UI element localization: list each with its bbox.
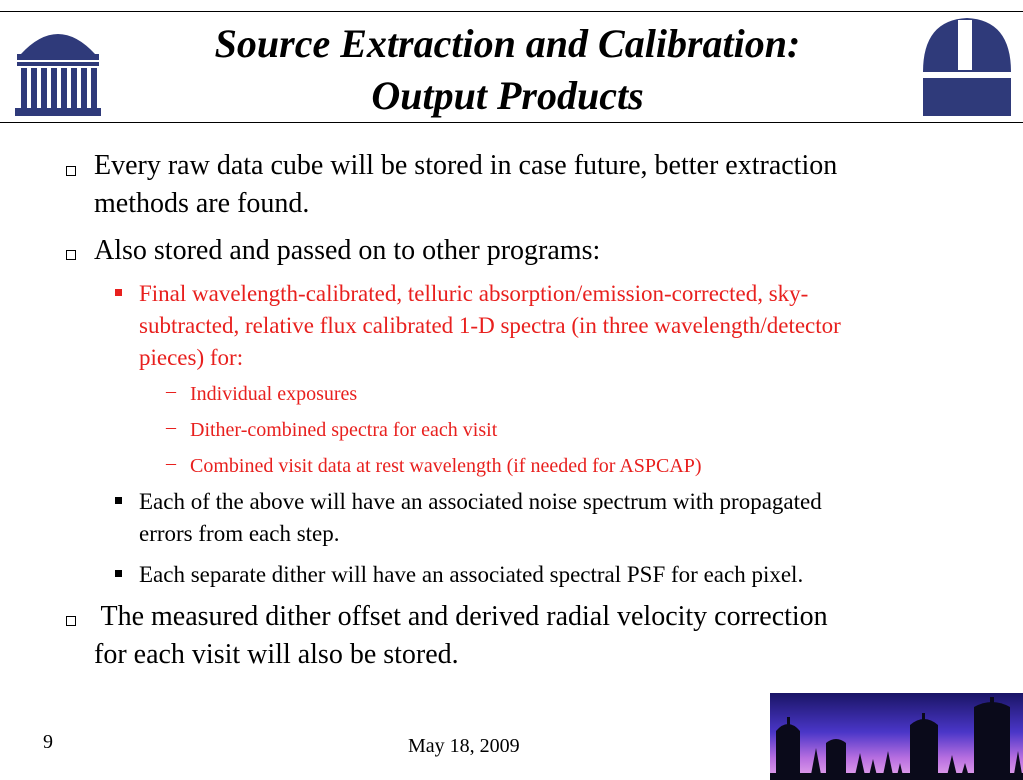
page-number: 9 bbox=[43, 731, 53, 753]
subbullet-line: Each of the above will have an associated noise spectrum with propagated bbox=[139, 489, 822, 514]
item-combined-visit: Combined visit data at rest wavelength (if needed for ASPCAP) bbox=[190, 455, 702, 477]
subbullet-line: pieces) for: bbox=[139, 345, 244, 370]
item-individual-exposures: Individual exposures bbox=[190, 383, 358, 405]
red-square-bullet-icon bbox=[115, 289, 122, 296]
slide-title bbox=[110, 18, 905, 122]
title-line-2: Output Products bbox=[371, 73, 644, 118]
square-bullet-icon bbox=[66, 250, 76, 260]
bullet-line: methods are found. bbox=[94, 188, 310, 219]
observatory-dome-logo-icon bbox=[920, 16, 1014, 118]
dash-bullet: – bbox=[166, 452, 176, 474]
bullet-dither-offset bbox=[94, 598, 974, 674]
telescope-skyline-banner-icon bbox=[770, 693, 1023, 780]
subbullet-line: errors from each step. bbox=[139, 521, 340, 546]
subbullet-final-spectra bbox=[139, 278, 979, 374]
dash-bullet: – bbox=[166, 416, 176, 438]
top-rule bbox=[0, 11, 1023, 12]
title-line-1: Source Extraction and Calibration: bbox=[214, 21, 801, 66]
square-bullet-icon bbox=[66, 166, 76, 176]
footer-date: May 18, 2009 bbox=[408, 735, 520, 757]
item-dither-combined: Dither-combined spectra for each visit bbox=[190, 419, 498, 441]
bullet-line: Every raw data cube will be stored in case future, better extraction bbox=[94, 150, 838, 181]
bullet-raw-data-cube bbox=[94, 147, 974, 223]
subbullet-line: subtracted, relative flux calibrated 1-D spectra (in three wavelength/detector bbox=[139, 313, 841, 338]
title-underline bbox=[0, 122, 1023, 123]
rotunda-logo-icon bbox=[13, 20, 103, 118]
bullet-line: The measured dither offset and derived radial velocity correction bbox=[94, 601, 828, 632]
square-bullet-icon bbox=[115, 570, 122, 577]
dash-bullet: – bbox=[166, 380, 176, 402]
subbullet-line: Final wavelength-calibrated, telluric absorption/emission-corrected, sky- bbox=[139, 281, 809, 306]
square-bullet-icon bbox=[115, 497, 122, 504]
subbullet-spectral-psf bbox=[139, 559, 979, 591]
subbullet-noise-spectrum bbox=[139, 486, 979, 550]
bullet-also-stored bbox=[94, 232, 974, 270]
square-bullet-icon bbox=[66, 616, 76, 626]
bullet-line: for each visit will also be stored. bbox=[94, 639, 459, 670]
bullet-line: Also stored and passed on to other programs: bbox=[94, 235, 601, 266]
subbullet-line: Each separate dither will have an associated spectral PSF for each pixel. bbox=[139, 562, 804, 587]
